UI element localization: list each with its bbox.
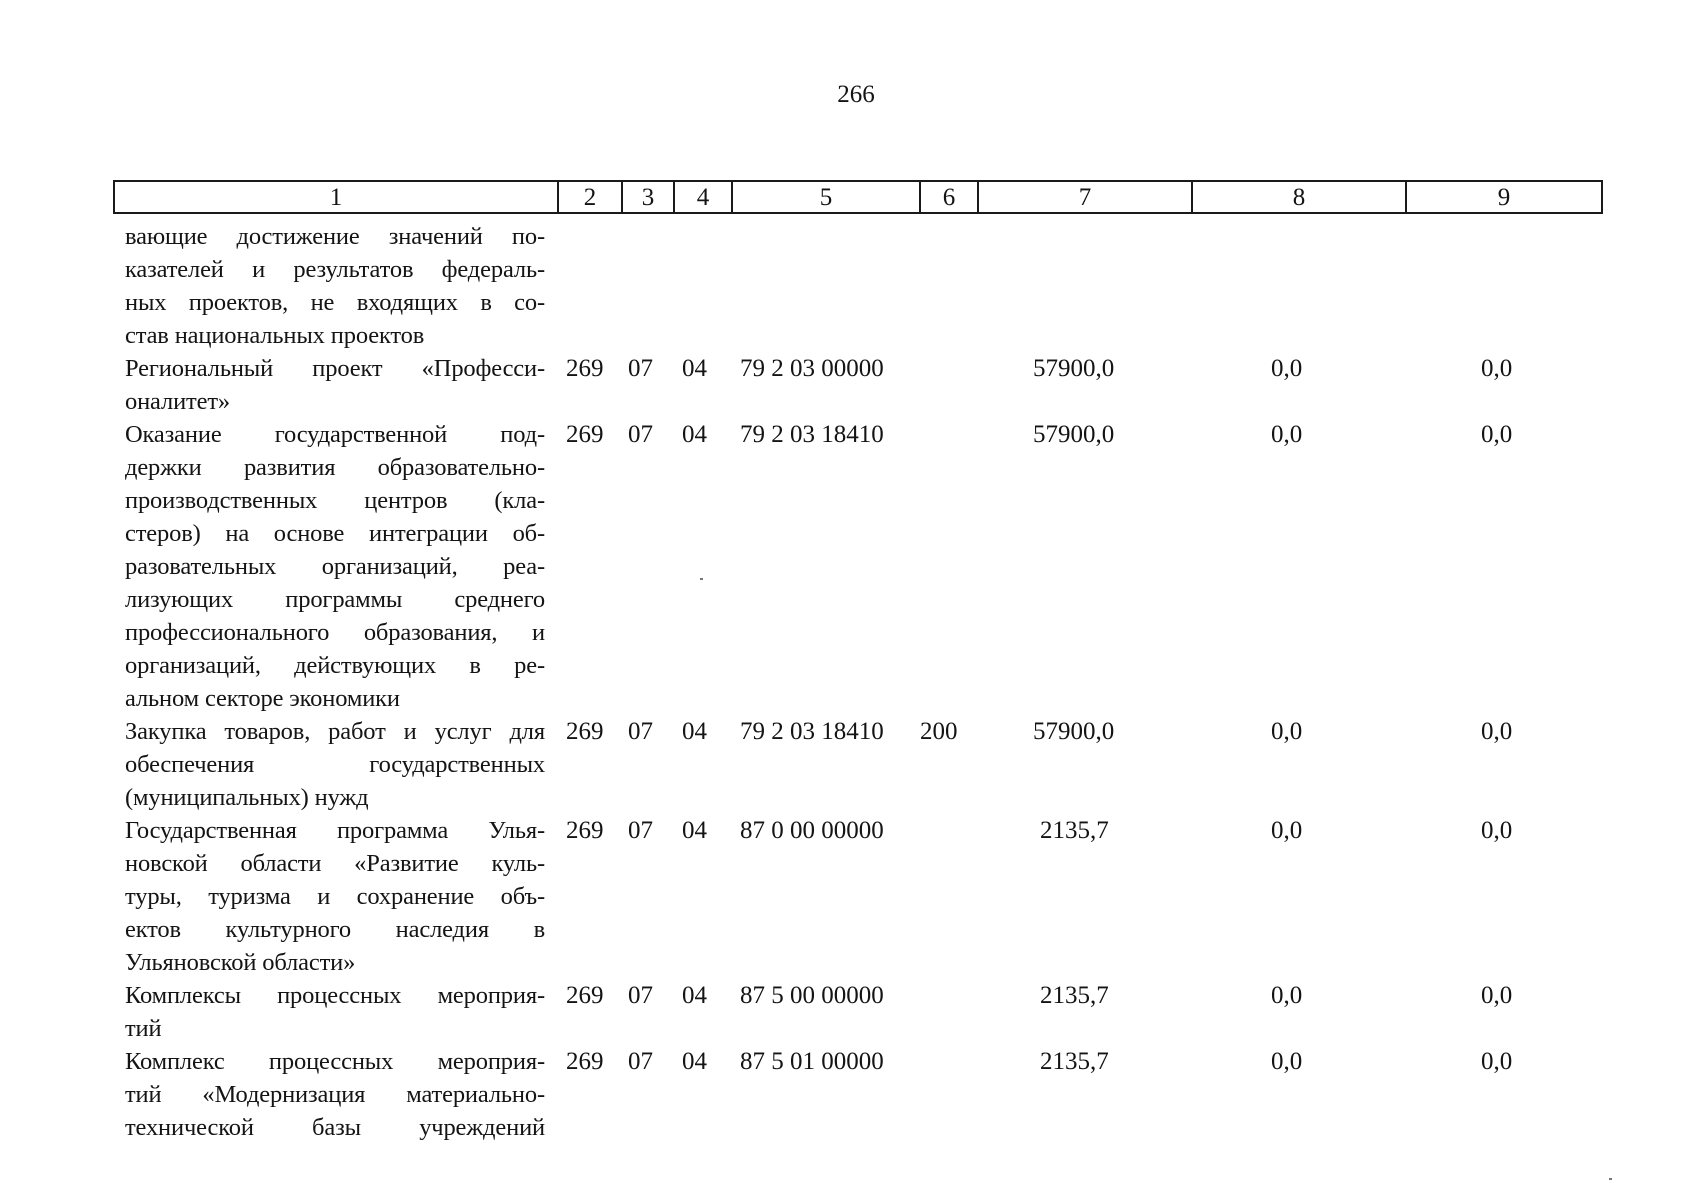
cell-sum-3: 0,0 (1481, 1048, 1513, 1075)
row-name-line: Комплексы процессных мероприя- (125, 982, 545, 1009)
cell-pr: 04 (682, 1048, 707, 1075)
row-name-line: ных проектов, не входящих в со- (125, 289, 545, 316)
cell-gr: 269 (566, 718, 604, 745)
row-name-line: обеспечения государственных (125, 751, 545, 778)
cell-rz: 07 (628, 718, 653, 745)
cell-sum-1: 2135,7 (1040, 817, 1109, 844)
row-name-line: вающие достижение значений по- (125, 223, 545, 250)
row-name-line: технической базы учреждений (125, 1114, 545, 1141)
cell-sum-3: 0,0 (1481, 421, 1513, 448)
cell-gr: 269 (566, 817, 604, 844)
cell-sum-3: 0,0 (1481, 355, 1513, 382)
cell-sum-3: 0,0 (1481, 982, 1513, 1009)
row-name-line: Оказание государственной под- (125, 421, 545, 448)
row-name (125, 220, 545, 352)
cell-rz: 07 (628, 1048, 653, 1075)
row-name-line: альном секторе экономики (125, 685, 400, 712)
cell-csr: 87 5 01 00000 (740, 1048, 884, 1075)
row-name-line: новской области «Развитие куль- (125, 850, 545, 877)
cell-sum-1: 2135,7 (1040, 1048, 1109, 1075)
row-name (125, 352, 545, 418)
row-name (125, 715, 545, 814)
cell-pr: 04 (682, 982, 707, 1009)
cell-sum-2: 0,0 (1271, 421, 1303, 448)
table-row (0, 715, 1697, 814)
cell-sum-3: 0,0 (1481, 718, 1513, 745)
table-row (0, 979, 1697, 1045)
row-name-line: профессионального образования, и (125, 619, 545, 646)
scan-speck (700, 578, 703, 580)
table-row (0, 1045, 1697, 1144)
cell-sum-1: 57900,0 (1033, 355, 1115, 382)
table-header-row (113, 180, 1603, 214)
cell-pr: 04 (682, 355, 707, 382)
row-name-line: казателей и результатов федераль- (125, 256, 545, 283)
table-row (0, 418, 1697, 715)
cell-gr: 269 (566, 982, 604, 1009)
cell-csr: 79 2 03 18410 (740, 421, 884, 448)
cell-csr: 79 2 03 00000 (740, 355, 884, 382)
cell-rz: 07 (628, 982, 653, 1009)
row-name-line: организаций, действующих в ре- (125, 652, 545, 679)
cell-sum-1: 57900,0 (1033, 718, 1115, 745)
cell-gr: 269 (566, 355, 604, 382)
cell-sum-2: 0,0 (1271, 1048, 1303, 1075)
cell-csr: 87 5 00 00000 (740, 982, 884, 1009)
header-col-7: 7 (977, 182, 1191, 212)
cell-rz: 07 (628, 355, 653, 382)
table-row (0, 814, 1697, 979)
row-name-line: тий (125, 1015, 162, 1042)
cell-vr: 200 (920, 718, 958, 745)
page-number: 266 (837, 81, 875, 108)
row-name-line: (муниципальных) нужд (125, 784, 369, 811)
cell-rz: 07 (628, 421, 653, 448)
header-col-1: 1 (329, 184, 343, 211)
cell-sum-2: 0,0 (1271, 718, 1303, 745)
row-name (125, 979, 545, 1045)
row-name-line: Ульяновской области» (125, 949, 356, 976)
row-name-line: Закупка товаров, работ и услуг для (125, 718, 545, 745)
table-row (0, 352, 1697, 418)
table-body (0, 220, 1697, 1144)
cell-sum-3: 0,0 (1481, 817, 1513, 844)
row-name-line: производственных центров (кла- (125, 487, 545, 514)
row-name-line: оналитет» (125, 388, 230, 415)
row-name-line: тий «Модернизация материально- (125, 1081, 545, 1108)
cell-gr: 269 (566, 1048, 604, 1075)
cell-pr: 04 (682, 817, 707, 844)
row-name (125, 418, 545, 715)
row-name-line: Комплекс процессных мероприя- (125, 1048, 545, 1075)
cell-rz: 07 (628, 817, 653, 844)
cell-sum-2: 0,0 (1271, 817, 1303, 844)
cell-sum-1: 57900,0 (1033, 421, 1115, 448)
row-name-line: держки развития образовательно- (125, 454, 545, 481)
cell-csr: 79 2 03 18410 (740, 718, 884, 745)
row-name-line: туры, туризма и сохранение объ- (125, 883, 545, 910)
row-name (125, 1045, 545, 1144)
header-col-9: 9 (1405, 182, 1601, 212)
cell-gr: 269 (566, 421, 604, 448)
cell-csr: 87 0 00 00000 (740, 817, 884, 844)
row-name-line: Государственная программа Улья- (125, 817, 545, 844)
header-col-5: 5 (731, 182, 919, 212)
row-name-line: став национальных проектов (125, 322, 425, 349)
header-col-3: 3 (621, 182, 673, 212)
table-row (0, 220, 1697, 352)
row-name-line: разовательных организаций, реа- (125, 553, 545, 580)
row-name-line: стеров) на основе интеграции об- (125, 520, 545, 547)
cell-sum-2: 0,0 (1271, 355, 1303, 382)
header-col-6: 6 (919, 182, 977, 212)
row-name (125, 814, 545, 979)
scan-speck (1609, 1178, 1612, 1180)
cell-pr: 04 (682, 718, 707, 745)
header-col-8: 8 (1191, 182, 1405, 212)
cell-sum-2: 0,0 (1271, 982, 1303, 1009)
cell-pr: 04 (682, 421, 707, 448)
header-col-2: 2 (557, 182, 621, 212)
header-col-4: 4 (673, 182, 731, 212)
row-name-line: ектов культурного наследия в (125, 916, 545, 943)
row-name-line: лизующих программы среднего (125, 586, 545, 613)
row-name-line: Региональный проект «Професси- (125, 355, 545, 382)
cell-sum-1: 2135,7 (1040, 982, 1109, 1009)
